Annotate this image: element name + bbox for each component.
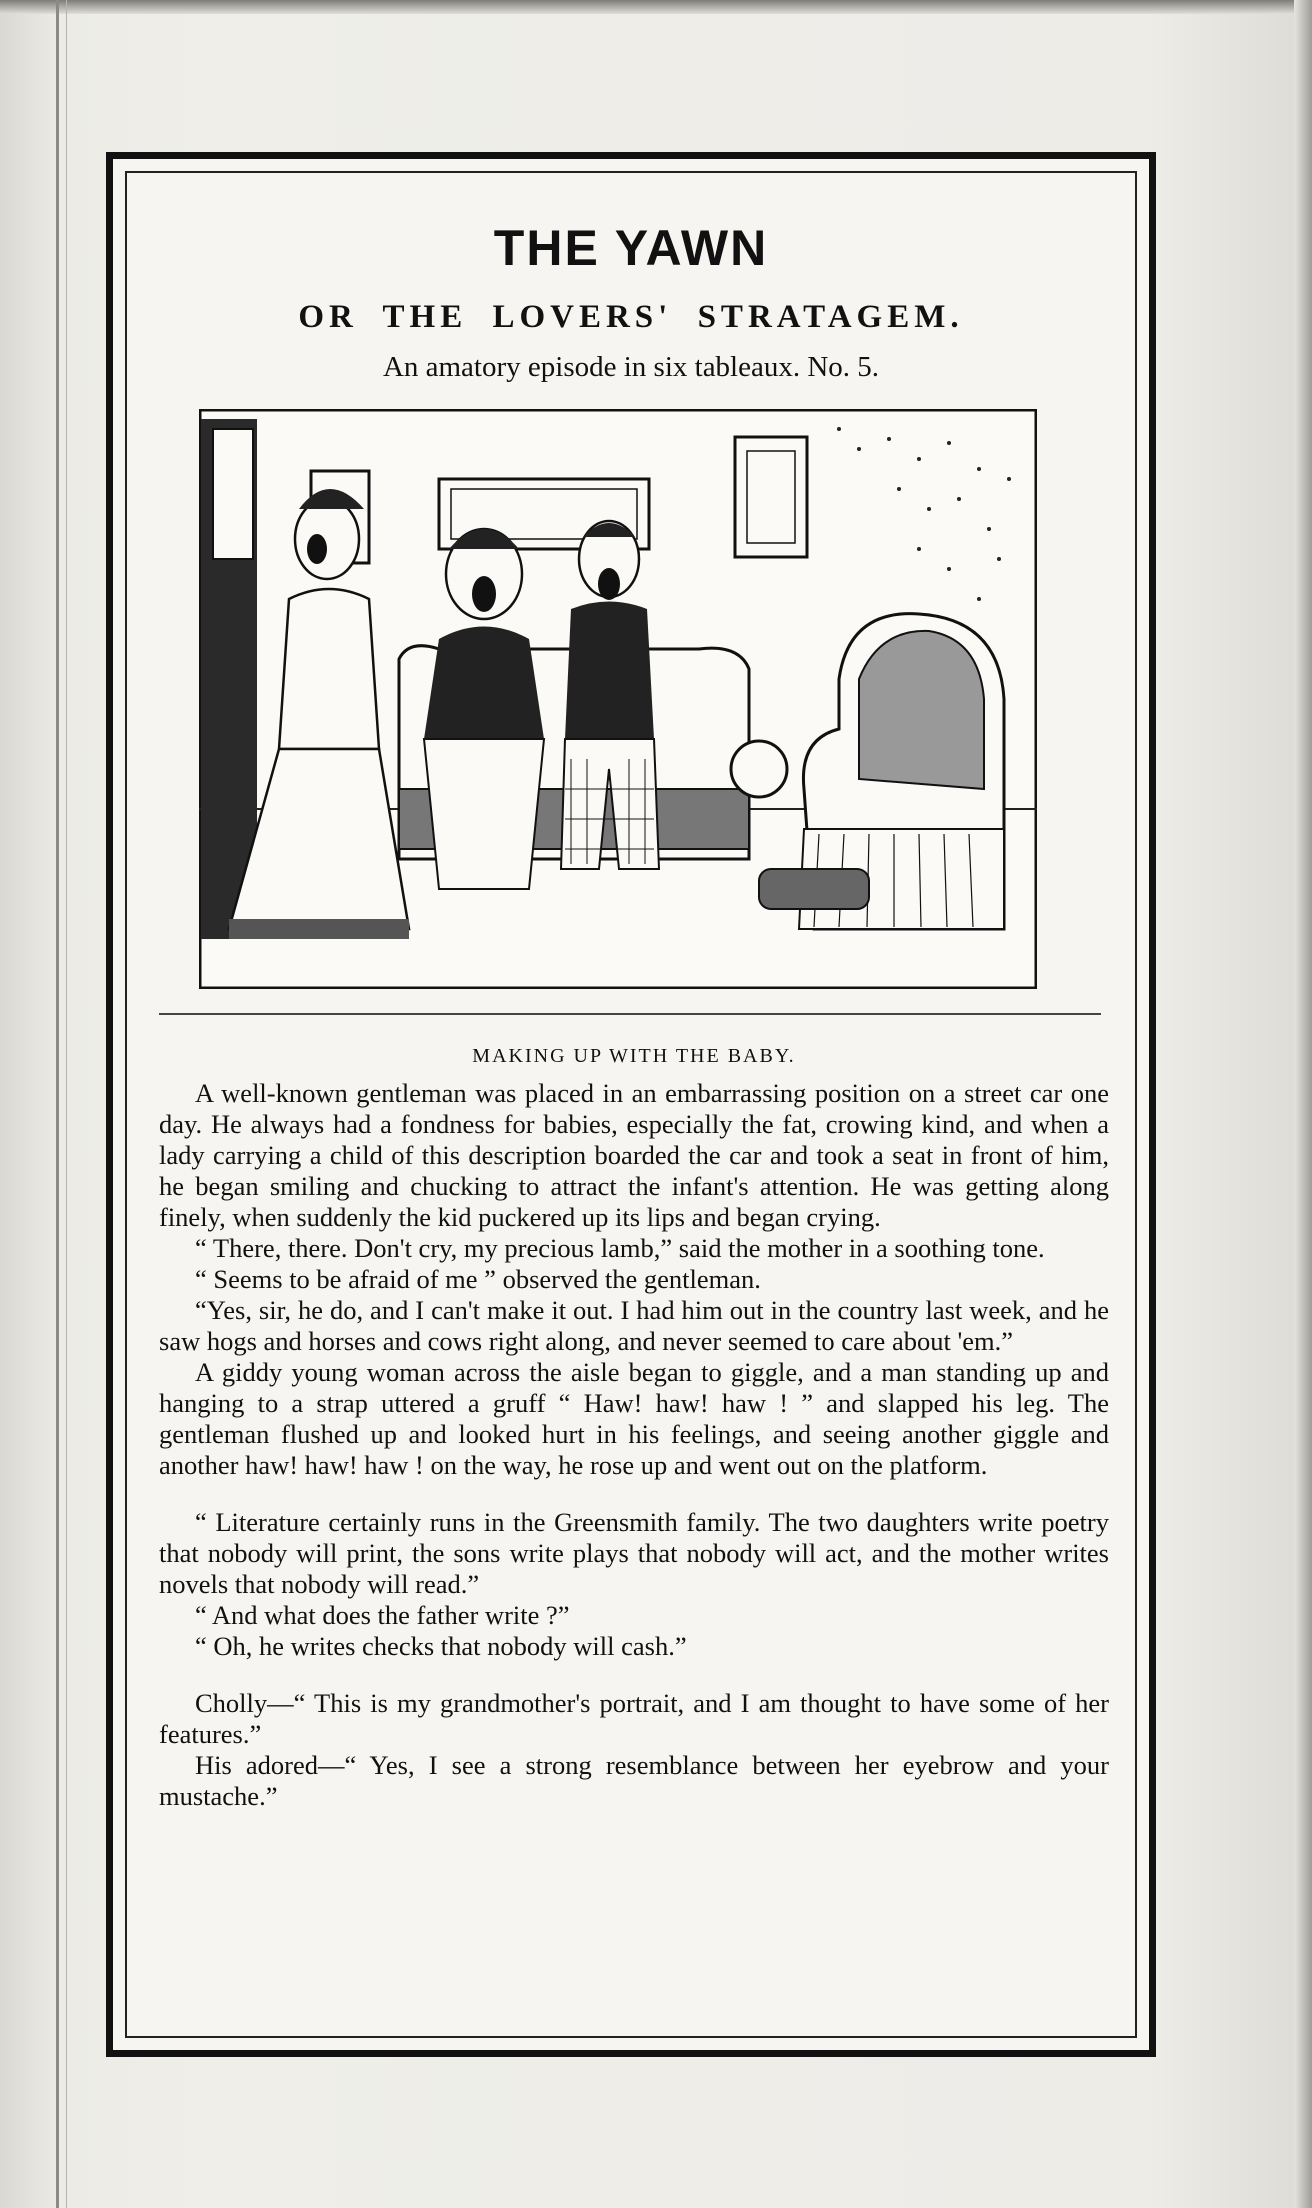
page-border-frame	[106, 152, 1156, 2057]
article-body	[159, 1041, 1109, 1812]
cartoon-illustration	[199, 409, 1037, 989]
page-top-edge	[0, 0, 1312, 14]
joke-paragraph: “ Oh, he writes checks that nobody will cash.”	[195, 1631, 687, 1661]
page-title: THE YAWN	[493, 220, 769, 276]
article-paragraph: “ Seems to be afraid of me ” observed the gentleman.	[195, 1264, 761, 1294]
section-divider	[159, 1013, 1101, 1015]
joke-paragraph: “ And what does the father write ?”	[195, 1600, 570, 1630]
page-tagline: An amatory episode in six tableaux. No. 5.	[382, 351, 880, 383]
article-paragraph: “ There, there. Don't cry, my precious lamb,” said the mother in a soothing tone.	[195, 1233, 1045, 1263]
binding-gutter-inner	[66, 0, 67, 2208]
page-right-edge	[1294, 0, 1312, 2208]
joke-paragraph: “ Literature certainly runs in the Greensmith family. The two daughters write poetry that nobody will print, the sons write plays that nobody will act, and the mother writes novels that nobody will read.”	[159, 1507, 1109, 1599]
article-paragraph: A well-known gentleman was placed in an embarrassing position on a street car one day. He always had a fondness for babies, especially the fat, crowing kind, and when a lady carrying a child of this description boarded the car and took a seat in front of him, he began smiling and chucking to attract the infant's attention. He was getting along finely, when suddenly the kid puckered up its lips and began crying.	[159, 1078, 1109, 1232]
page-subtitle: OR THE LOVERS' STRATAGEM.	[298, 299, 964, 335]
joke-paragraph: Cholly—“ This is my grandmother's portrait, and I am thought to have some of her features.”	[159, 1688, 1109, 1749]
article-paragraph: A giddy young woman across the aisle began to giggle, and a man standing up and hanging to a strap uttered a gruff “ Haw! haw! haw ! ” and slapped his leg. The gentleman flushed up and looked hurt in his feelings, and seeing another giggle and another haw! haw! haw ! on the way, he rose up and went out on the platform.	[159, 1357, 1109, 1480]
article-heading: MAKING UP WITH THE BABY.	[472, 1045, 796, 1067]
article-paragraph: “Yes, sir, he do, and I can't make it out. I had him out in the country last week, and he saw hogs and horses and cows right along, and never seemed to care about 'em.”	[159, 1295, 1109, 1356]
binding-gutter	[56, 0, 59, 2208]
joke-paragraph: His adored—“ Yes, I see a strong resemblance between her eyebrow and your mustache.”	[159, 1750, 1109, 1811]
